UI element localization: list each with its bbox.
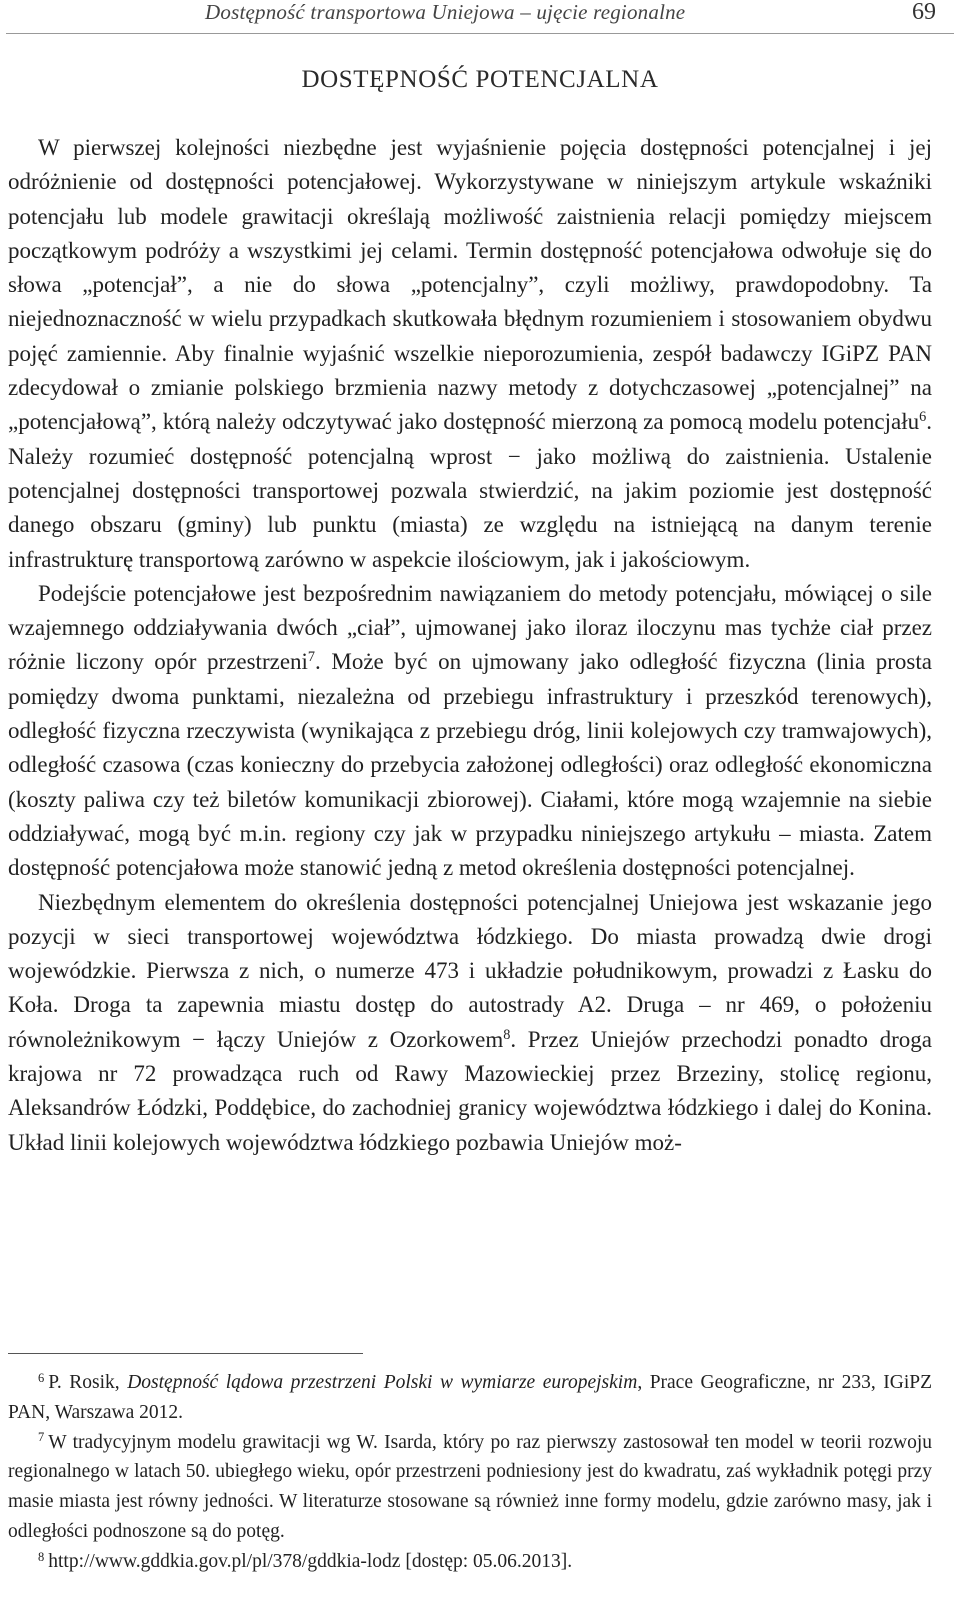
footnote-text: W tradycyjnym modelu grawitacji wg W. Isarda, który po raz pierwszy zastosował ten model w teorii rozwoju regionalnego w latach 50. ubiegłego wieku, opór przestrzeni podniesiony jest do kwadratu, zaś wykładnik potęgi przy masie miasta jest równy jedności. W literaturze stosowane są również inne formy modelu, gdzie zarówno masy, jak i odległości podnoszone są do potęg. — [8, 1431, 932, 1542]
paragraph-text: Podejście potencjałowe jest bezpośrednim nawiązaniem do metody potencjału, mówiącej o sile wzajemnego oddziaływania dwóch „ciał”, ujmowanej jako iloraz iloczynu mas tychże ciał przez różnie liczony opór przestrzeni — [8, 580, 932, 675]
section-heading: DOSTĘPNOŚĆ POTENCJALNA — [301, 66, 659, 93]
body-text — [8, 131, 932, 1160]
footnote-number: 8 — [38, 1549, 45, 1564]
footnotes — [8, 1368, 932, 1577]
footnote-8 — [8, 1547, 932, 1577]
page-number: 69 — [912, 0, 936, 25]
paragraph-2 — [8, 577, 932, 886]
footnote-reference: 8 — [503, 1026, 511, 1043]
running-title: Dostępność transportowa Uniejowa – ujęcie regionalne — [205, 0, 686, 24]
running-header — [0, 0, 960, 38]
footnote-number: 6 — [38, 1370, 45, 1385]
footnote-text: , Prace Geograficzne, nr 233, IGiPZ PAN, Warszawa 2012. — [8, 1372, 933, 1423]
footnote-number: 7 — [38, 1430, 45, 1445]
footnote-6 — [8, 1368, 932, 1428]
footnote-reference: 7 — [307, 649, 316, 666]
paragraph-3 — [8, 886, 932, 1160]
paragraph-text: W pierwszej kolejności niezbędne jest wyjaśnienie pojęcia dostępności potencjalnej i jej odróżnienie od dostępności potencjałowej. Wykorzystywane w niniejszym artykule wskaźniki potencjału lub modele grawitacji określają możliwość zaistnienia relacji pomiędzy miejscem początkowym podróży a wszystkimi jej celami. Termin dostępność potencjałowa odwołuje się do słowa „potencjał”, a nie do słowa „potencjalny”, czyli możliwy, prawdopodobny. Ta niejednoznaczność w wielu przypadkach skutkowała błędnym rozumieniem i stosowaniem obydwu pojęć zamiennie. Aby finalnie wyjaśnić wszelkie nieporozumienia, zespół badawczy IGiPZ PAN zdecydował o zmianie polskiego brzmienia nazwy metody z dotychczasowej „potencjalnej” na „potencjałową”, którą należy odczytywać jako dostępność mierzoną za pomocą modelu potencjału — [8, 135, 932, 435]
paragraph-text: . Należy rozumieć dostępność potencjalną wprost − jako możliwą do zaistnienia. Ustalenie potencjalnej dostępności transportowej pozwala stwierdzić, na jakim poziomie jest dostępność danego obszaru (gminy) lub punktu (miasta) ze względu na istniejącą na danym terenie infrastrukturę transportową zarówno w aspekcie ilościowym, jak i jakościowym. — [8, 409, 932, 572]
paragraph-text: Niezbędnym elementem do określenia dostępności potencjalnej Uniejowa jest wskazanie jego pozycji w sieci transportowej województwa łódzkiego. Do miasta prowadzą dwie drogi wojewódzkie. Pierwsza z nich, o numerze 473 i układzie południkowym, prowadzi z Łasku do Koła. Droga ta zapewnia miastu dostęp do autostrady A2. Druga – nr 469, o położeniu równoleżnikowym − łączy Uniejów z Ozorkowem — [8, 889, 932, 1052]
footnote-reference: 6 — [919, 409, 927, 426]
header-rule — [6, 33, 954, 34]
footnote-link[interactable]: http://www.gddkia.gov.pl/pl/378/gddkia-lodz [dostęp: 05.06.2013]. — [48, 1550, 573, 1572]
footnote-title: Dostępność lądowa przestrzeni Polski w wymiarze europejskim — [127, 1372, 638, 1393]
footnote-separator — [8, 1353, 363, 1354]
footnote-7 — [8, 1428, 932, 1547]
footnote-text: P. Rosik, — [48, 1372, 128, 1393]
paragraph-1 — [8, 131, 932, 577]
paragraph-text: . Przez Uniejów przechodzi ponadto droga krajowa nr 72 prowadząca ruch od Rawy Mazowieckiej przez Brzeziny, stolicę regionu, Aleksandrów Łódzki, Poddębice, do zachodniej granicy województwa łódzkiego i dalej do Konina. Układ linii kolejowych województwa łódzkiego pozbawia Uniejów moż- — [8, 1026, 933, 1155]
paragraph-text: . Może być on ujmowany jako odległość fizyczna (linia prosta pomiędzy dwoma punktami, niezależna od przebiegu infrastruktury i przeszkód terenowych), odległość fizyczna rzeczywista (wynikająca z przebiegu dróg, linii kolejowych czy tramwajowych), odległość czasowa (czas konieczny do przebycia założonej odległości) oraz odległość ekonomiczna (koszty paliwa czy też biletów komunikacji zbiorowej). Ciałami, które mogą wzajemnie na siebie oddziaływać, mogą być m.in. regiony czy jak w przypadku niniejszego artykułu – miasta. Zatem dostępność potencjałowa może stanowić jedną z metod określenia dostępności potencjalnej. — [8, 649, 932, 881]
